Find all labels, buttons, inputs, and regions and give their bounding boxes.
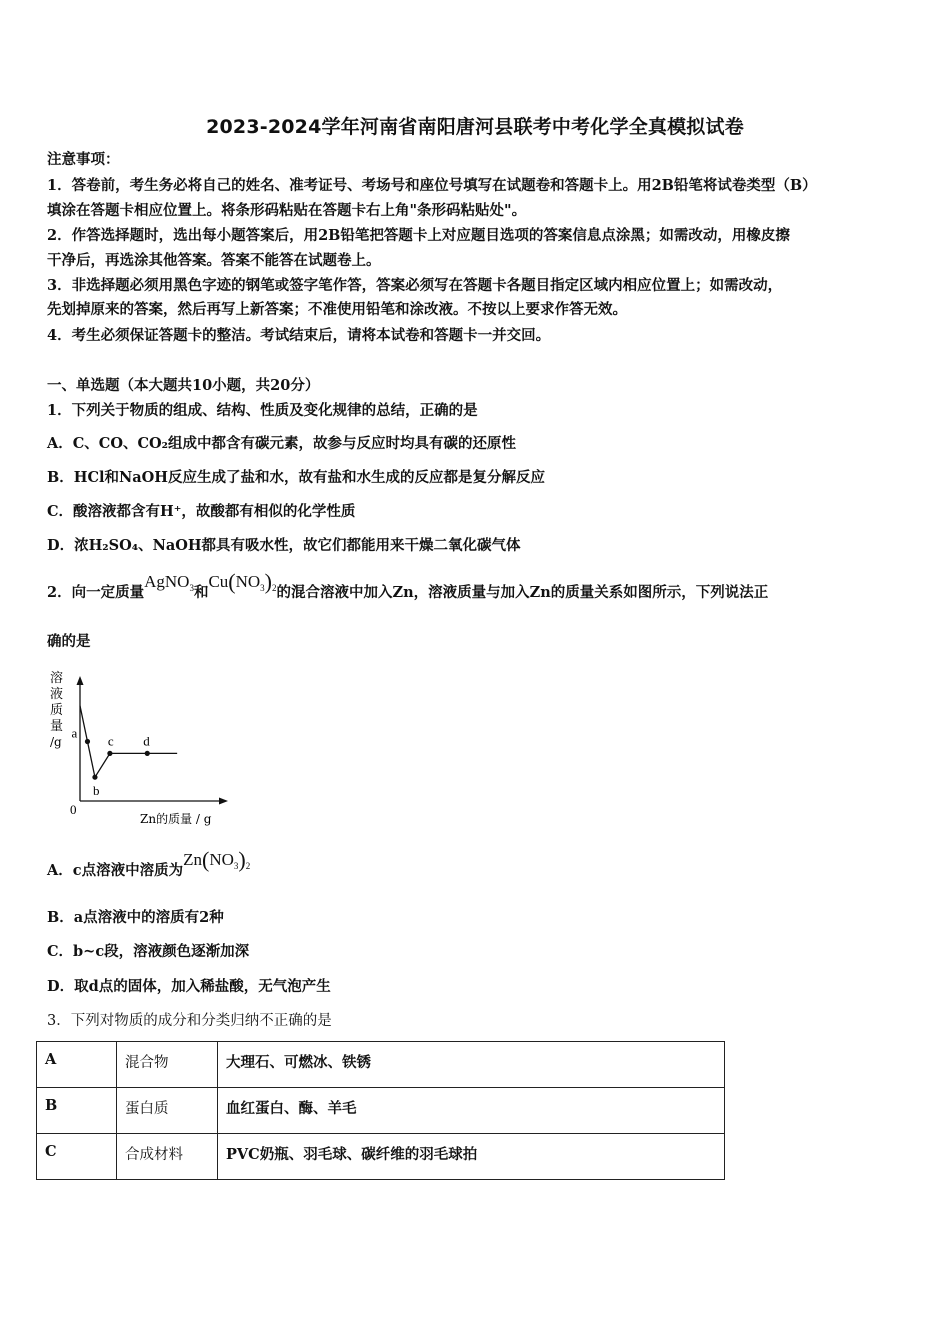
q2-stem-post: 的混合溶液中加入Zn，溶液质量与加入Zn的质量关系如图所示，下列说法正 — [276, 584, 769, 601]
q2-option-a-pre: A．c点溶液中溶质为 — [47, 862, 184, 879]
q1-option-c: C．酸溶液都含有H⁺，故酸都有相似的化学性质 — [47, 503, 356, 520]
x-axis-arrow — [219, 798, 228, 805]
cuno32-formula: $Cu(NO_3)_2$ — [208, 569, 277, 594]
q3-stem: 3．下列对物质的成分和分类归纳不正确的是 — [47, 1013, 332, 1029]
point-label-b: b — [92, 783, 100, 799]
section-heading: 一、单选题（本大题共10小题，共20分） — [47, 377, 320, 394]
table-cell-category: 混合物 — [117, 1042, 218, 1088]
notice-line: 3．非选择题必须用黑色字迹的钢笔或签字笔作答，答案必须写在答题卡各题目指定区域内相应位置上；如需改动， — [47, 277, 783, 294]
q2-option-b: B．a点溶液中的溶质有2种 — [47, 909, 224, 926]
table-cell-category: 蛋白质 — [117, 1088, 218, 1134]
table-cell-items: 大理石、可燃冰、铁锈 — [218, 1042, 725, 1088]
y-axis-arrow — [77, 676, 84, 685]
point-label-c: c — [107, 733, 114, 749]
q1-option-b: B．HCl和NaOH反应生成了盐和水，故有盐和水生成的反应都是复分解反应 — [47, 469, 545, 486]
agno3-formula: AgNO$_3$ — [144, 572, 194, 593]
q2-option-a — [47, 847, 251, 886]
notice-line: 1．答卷前，考生务必将自己的姓名、准考证号、考场号和座位号填写在试题卷和答题卡上。用2B铅笔将试卷类型（B） — [47, 177, 817, 194]
point-label-a: a — [71, 725, 78, 741]
q1-option-d: D．浓H₂SO₄、NaOH都具有吸水性，故它们都能用来干燥二氧化碳气体 — [47, 537, 521, 554]
table-cell-items: 血红蛋白、酶、羊毛 — [218, 1088, 725, 1134]
origin-label: 0 — [70, 802, 77, 817]
notice-line: 干净后，再选涂其他答案。答案不能答在试题卷上。 — [47, 252, 381, 269]
point-c — [107, 751, 112, 756]
q2-stem — [47, 569, 769, 608]
y-axis-label: 量 — [50, 719, 64, 734]
table-row — [37, 1134, 725, 1180]
table-cell-category: 合成材料 — [117, 1134, 218, 1180]
notice-line: 4．考生必须保证答题卡的整洁。考试结束后，请将本试卷和答题卡一并交回。 — [47, 327, 551, 344]
q2-stem-and: 和 — [193, 584, 209, 601]
q2-option-c: C．b~c段，溶液颜色逐渐加深 — [47, 943, 250, 960]
q1-stem: 1．下列关于物质的组成、结构、性质及变化规律的总结，正确的是 — [47, 402, 478, 419]
q2-stem-cont: 确的是 — [47, 633, 91, 650]
q2-option-d: D．取d点的固体，加入稀盐酸，无气泡产生 — [47, 978, 331, 995]
table-row — [37, 1088, 725, 1134]
y-axis-label: 液 — [50, 687, 64, 702]
znno32-formula: $Zn(NO_3)_2$ — [183, 847, 251, 872]
page-title: 2023-2024学年河南省南阳唐河县联考中考化学全真模拟试卷 — [206, 116, 744, 138]
notice-line: 先划掉原来的答案，然后再写上新答案；不准使用铅笔和涂改液。不按以上要求作答无效。 — [47, 301, 627, 318]
x-axis-label: Zn的质量 / g — [140, 812, 212, 826]
table-cell-key: B — [37, 1088, 117, 1134]
y-axis-label: 溶 — [50, 671, 64, 686]
table-cell-items: PVC奶瓶、羽毛球、碳纤维的羽毛球拍 — [218, 1134, 725, 1180]
q1-option-a: A．C、CO、CO₂组成中都含有碳元素，故参与反应时均具有碳的还原性 — [47, 435, 516, 452]
y-axis-label: /g — [50, 735, 62, 749]
notice-line: 2．作答选择题时，选出每小题答案后，用2B铅笔把答题卡上对应题目选项的答案信息点涂黑；如需改动，用橡皮擦 — [47, 227, 790, 244]
table-row — [37, 1042, 725, 1088]
mass-chart — [40, 668, 240, 834]
table-cell-key: A — [37, 1042, 117, 1088]
point-a — [85, 739, 90, 744]
table-cell-key: C — [37, 1134, 117, 1180]
classification-table — [36, 1041, 725, 1180]
point-label-d: d — [143, 733, 150, 749]
notice-line: 填涂在答题卡相应位置上。将条形码粘贴在答题卡右上角"条形码粘贴处"。 — [47, 202, 527, 219]
notice-heading: 注意事项： — [47, 151, 120, 168]
y-axis-label: 质 — [50, 703, 64, 718]
q2-stem-pre: 2．向一定质量 — [47, 584, 145, 601]
series-line — [80, 706, 177, 777]
point-b — [92, 775, 97, 780]
point-d — [145, 751, 150, 756]
